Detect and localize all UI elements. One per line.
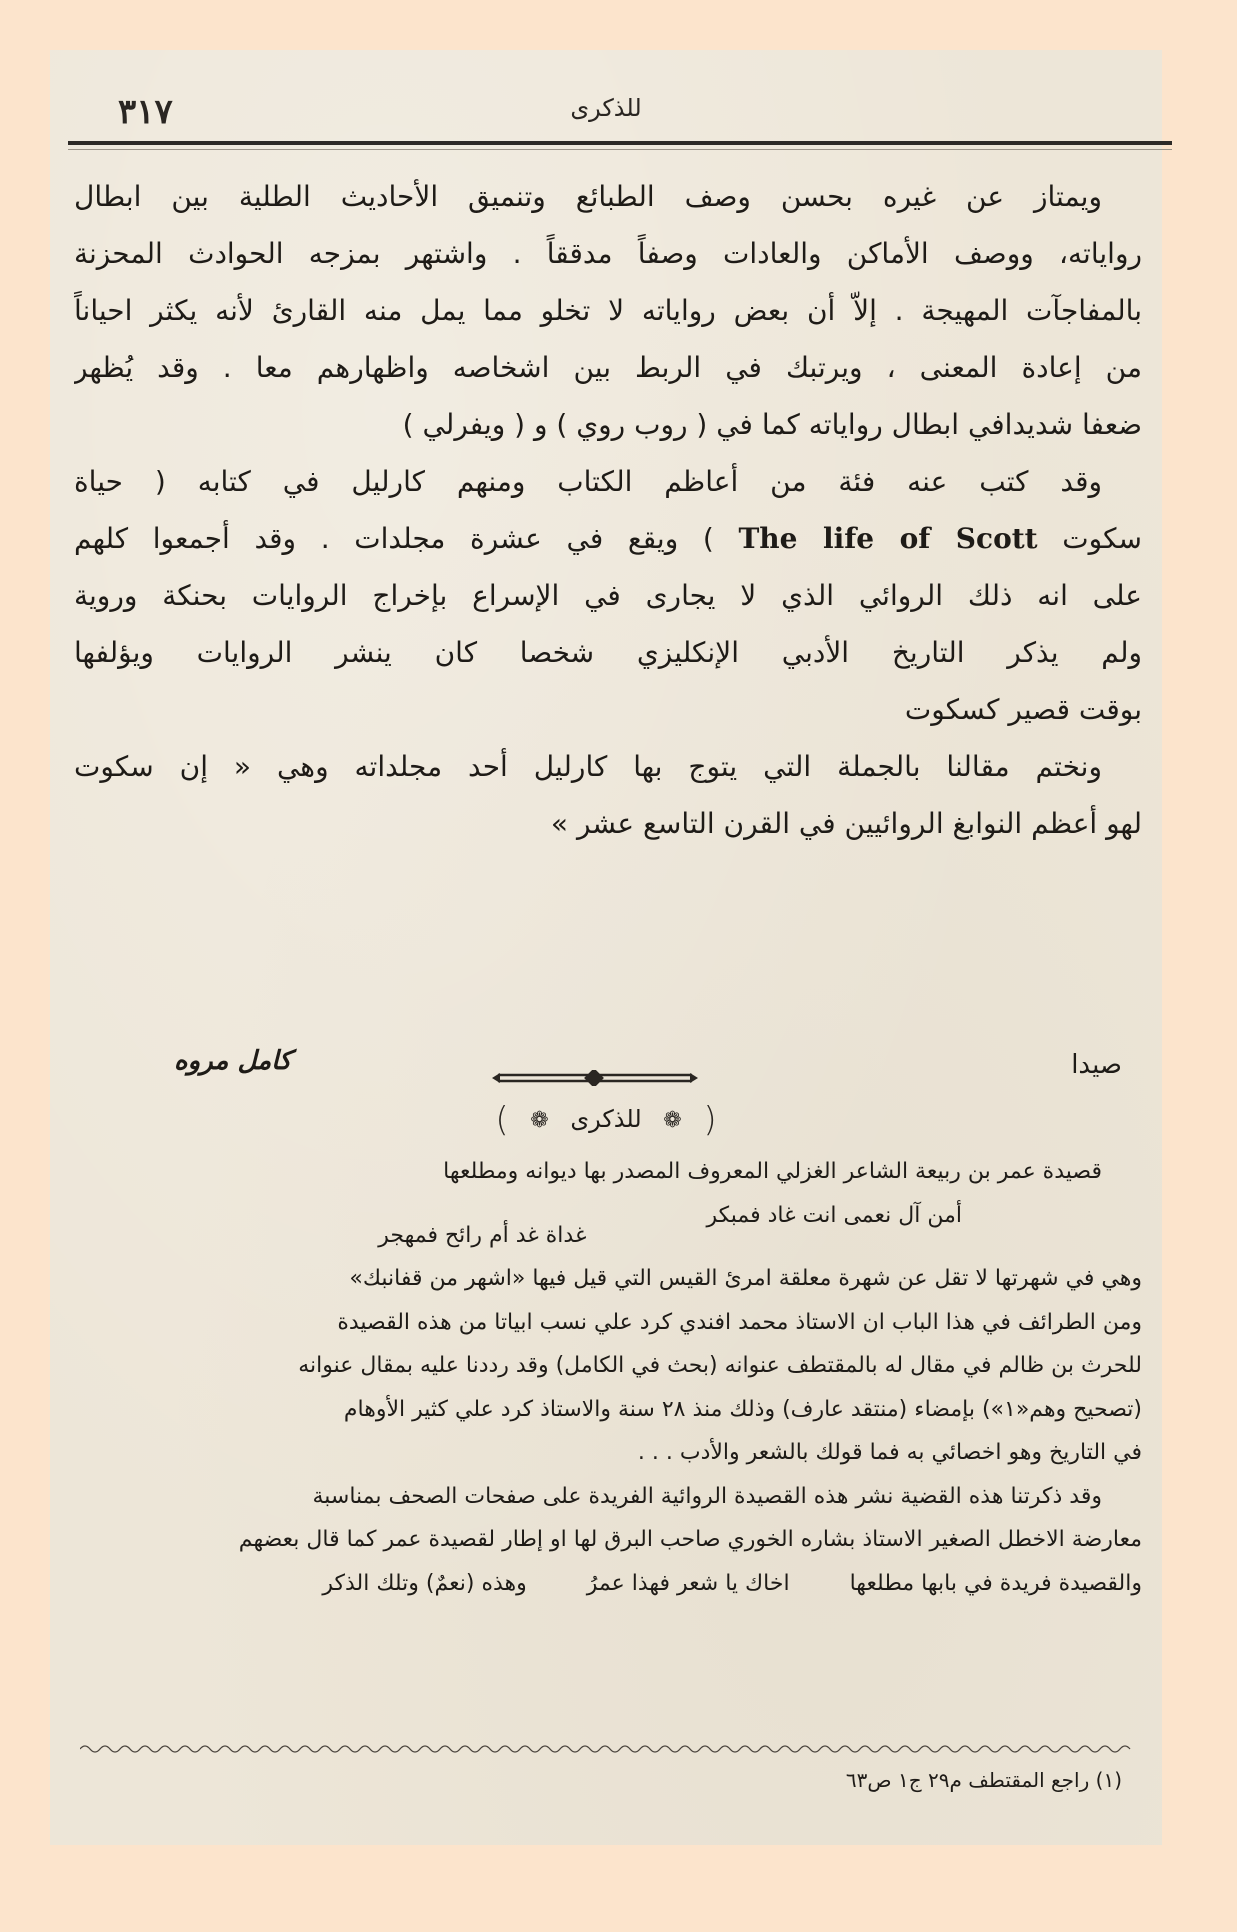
text-line: ونختم مقالنا بالجملة التي يتوج بها كارليل أحد مجلداته وهي « إن سكوت <box>74 750 1102 783</box>
text-line: قصيدة عمر بن ربيعة الشاعر الغزلي المعروف المصدر بها ديوانه ومطلعها <box>443 1159 1102 1184</box>
footnote-separator <box>80 1743 1132 1755</box>
text-line: رواياته، ووصف الأماكن والعادات وصفاً مدققاً . واشتهر بمزجه الحوادث المحزنة <box>74 237 1142 270</box>
english-title: The life of Scott <box>738 522 1038 555</box>
text-line: معارضة الاخطل الصغير الاستاذ بشاره الخوري صاحب البرق لها او إطار لقصيدة عمر كما قال بعضهم <box>238 1527 1142 1552</box>
section-title-text: للذكرى <box>570 1105 642 1133</box>
signature-author: كامل مروه <box>174 1046 292 1076</box>
header-rule <box>68 141 1172 145</box>
article-one-body <box>74 168 1142 852</box>
ornament-divider-icon <box>490 1070 700 1086</box>
text-line: ومن الطرائف في هذا الباب ان الاستاذ محمد افندي كرد علي نسب ابياتا من هذه القصيدة <box>337 1309 1142 1335</box>
text-line: بوقت قصير كسكوت <box>904 693 1142 726</box>
text-fragment: ) ويقع في عشرة مجلدات . وقد أجمعوا كلهم <box>74 522 714 555</box>
text-line: من إعادة المعنى ، ويرتبك في الربط بين اشخاصه واظهارهم معا . وقد يُظهر <box>74 351 1142 384</box>
signature-place: صيدا <box>1071 1050 1122 1080</box>
verse-second-hemistich: غداة غد أم رائح فمهجر <box>378 1222 587 1248</box>
text-fragment: والقصيدة فريدة في بابها مطلعها <box>849 1570 1142 1596</box>
text-line: ضعفا شديدافي ابطال رواياته كما في ( روب روي ) و ( ويفرلي ) <box>402 408 1142 441</box>
text-line-mixed <box>74 510 1142 567</box>
text-line: في التاريخ وهو اخصائي به فما قولك بالشعر والأدب . . . <box>637 1440 1142 1465</box>
verse-fragment: اخاك يا شعر فهذا عمرُ <box>586 1570 790 1596</box>
text-line: وقد ذكرتنا هذه القضية نشر هذه القصيدة الروائية الفريدة على صفحات الصحف بمناسبة <box>312 1483 1102 1509</box>
verse-fragment: وهذه (نعمٌ) وتلك الذكر <box>322 1570 527 1596</box>
poetry-verse <box>74 1194 1142 1248</box>
footnote: (١) راجع المقتطف م٢٩ ج١ ص٦٣ <box>845 1768 1122 1792</box>
text-line: لهو أعظم النوابغ الروائيين في القرن التاسع عشر » <box>550 807 1142 840</box>
bracket-ornament-icon: ( <box>703 1100 717 1140</box>
text-line: وهي في شهرتها لا تقل عن شهرة معلقة امرئ القيس التي قيل فيها «اشهر من قفانبك» <box>349 1266 1142 1291</box>
closing-verse-line <box>74 1562 1142 1606</box>
text-line: على انه ذلك الروائي الذي لا يجارى في الإسراع بإخراج الروايات بحنكة وروية <box>74 579 1142 612</box>
section-heading <box>50 1100 1162 1140</box>
flower-ornament-icon: ❁ <box>530 1108 549 1133</box>
flower-ornament-icon: ❁ <box>663 1108 682 1133</box>
article-two-body <box>74 1150 1142 1605</box>
text-line: وقد كتب عنه فئة من أعاظم الكتاب ومنهم كارليل في كتابه ( حياة <box>74 465 1102 498</box>
text-line: ولم يذكر التاريخ الأدبي الإنكليزي شخصا كان ينشر الروايات ويؤلفها <box>74 636 1142 669</box>
text-line: بالمفاجآت المهيجة . إلاّ أن بعض رواياته لا تخلو مما يمل منه القارئ لأنه يكثر احياناً <box>74 294 1142 327</box>
text-line: ويمتاز عن غيره بحسن وصف الطبائع وتنميق الأحاديث الطلية بين ابطال <box>74 180 1102 213</box>
page-header <box>70 80 1142 140</box>
text-line: للحرث بن ظالم في مقال له بالمقتطف عنوانه (بحث في الكامل) وقد رددنا عليه بمقال عنوانه <box>298 1353 1142 1378</box>
running-title: للذكرى <box>570 94 642 122</box>
text-line: (تصحيح وهم«١») بإمضاء (منتقد عارف) وذلك منذ ٢٨ سنة والاستاذ كرد علي كثير الأوهام <box>343 1396 1142 1422</box>
page-number: ٣١٧ <box>118 92 173 132</box>
bracket-ornament-icon: ) <box>495 1100 509 1140</box>
header-rule-thin <box>68 149 1172 150</box>
text-fragment: سكوت <box>1062 522 1142 555</box>
scanned-page <box>50 50 1162 1845</box>
verse-first-hemistich: أمن آل نعمى انت غاد فمبكر <box>706 1202 962 1228</box>
